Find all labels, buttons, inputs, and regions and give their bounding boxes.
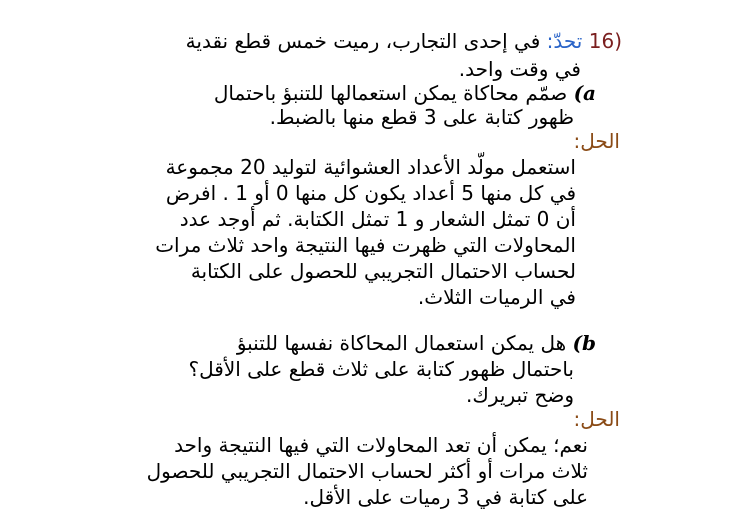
solution-a-line-1: استعمل مولّد الأعداد العشوائية لتوليد 20 مجموعة: [165, 155, 576, 179]
solution-a-line-4: المحاولات التي ظهرت فيها النتيجة واحد ثلاث مرات: [155, 233, 576, 257]
problem-number: (16: [588, 29, 622, 53]
problem-intro-1: في إحدى التجارب، رميت خمس قطع نقدية: [185, 29, 547, 53]
part-b-line-2: باحتمال ظهور كتابة على ثلاث قطع على الأقل؟: [188, 357, 574, 381]
solution-a-line-5: لحساب الاحتمال التجريبي للحصول على الكتابة: [190, 259, 576, 283]
challenge-label: تحدّ:: [546, 29, 583, 53]
solution-b-line-1: نعم؛ يمكن أن تعد المحاولات التي فيها النتيجة واحد: [174, 433, 588, 457]
part-a-marker: a): [573, 81, 596, 105]
solution-a-line-6: في الرميات الثلاث.: [417, 285, 576, 309]
part-b-line-3: وضح تبريرك.: [466, 383, 574, 407]
part-a-line-1: [214, 80, 596, 106]
problem-line-2: في وقت واحد.: [458, 57, 581, 81]
part-b-marker: b): [572, 331, 596, 355]
solution-b-line-2: ثلاث مرات أو أكثر لحساب الاحتمال التجريبي للحصول: [146, 459, 588, 483]
solution-a-line-3: أن 0 تمثل الشعار و 1 تمثل الكتابة. ثم أوجد عدد: [179, 207, 576, 231]
part-a-line-2: ظهور كتابة على 3 قطع منها بالضبط.: [269, 105, 574, 129]
solution-a-line-2: في كل منها 5 أعداد يكون كل منها 0 أو 1 . افرض: [165, 181, 576, 205]
problem-line-1: [186, 28, 622, 54]
part-b-text-1: هل يمكن استعمال المحاكاة نفسها للتنبؤ: [236, 331, 573, 355]
solution-b-line-3: على كتابة في 3 رميات على الأقل.: [303, 485, 588, 509]
solution-b-label: الحل:: [573, 407, 620, 431]
part-b-line-1: [237, 330, 596, 356]
solution-a-label: الحل:: [573, 129, 620, 153]
part-a-text-1: صمّم محاكاة يمكن استعمالها للتنبؤ باحتمال: [213, 81, 574, 105]
